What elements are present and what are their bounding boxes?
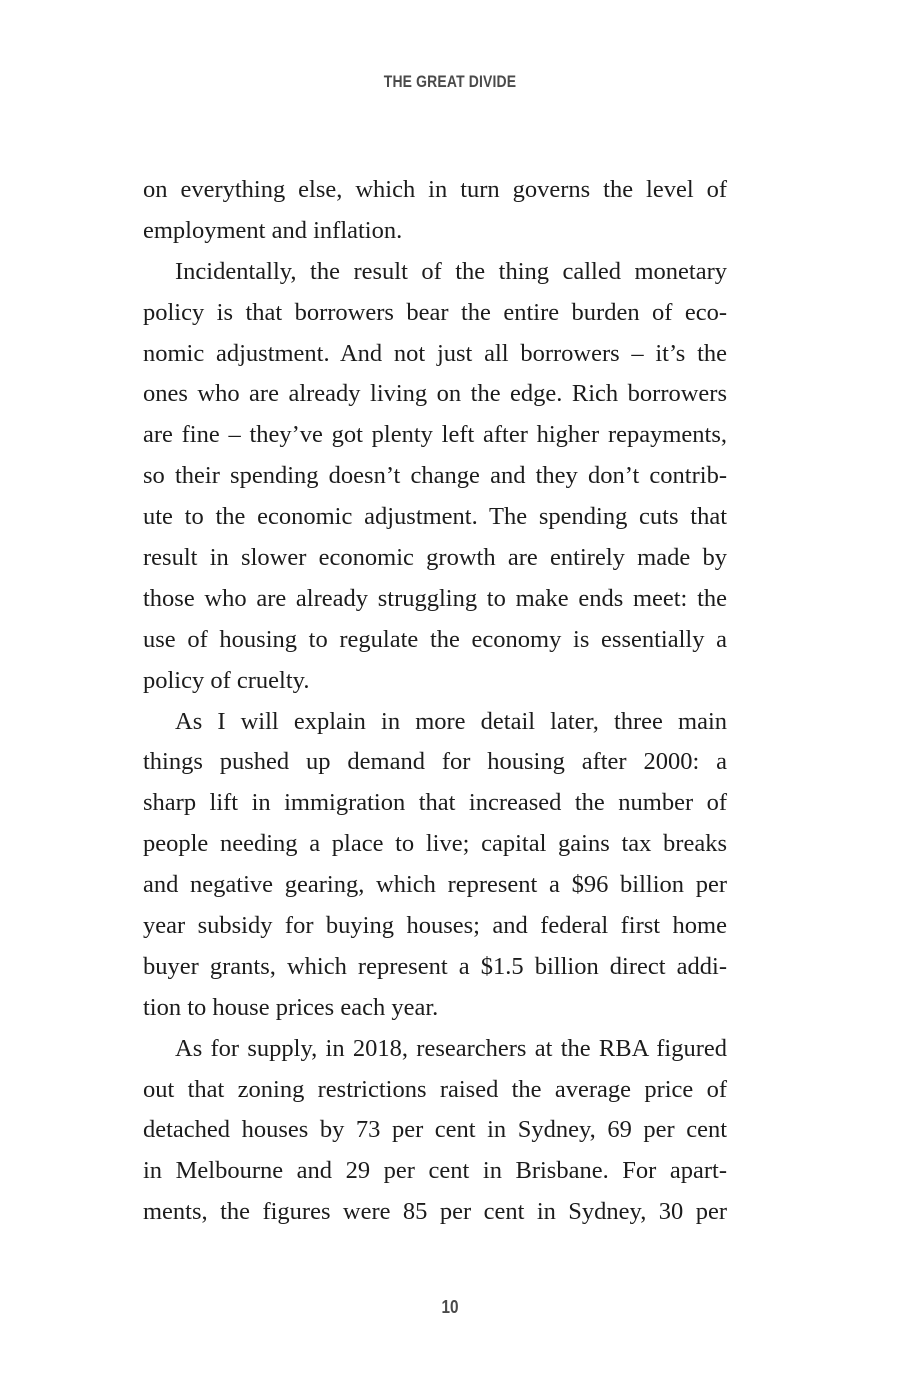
text-line: and negative gearing, which represent a $96 billion per (143, 871, 727, 899)
text-line: detached houses by 73 per cent in Sydney, 69 per cent (143, 1116, 727, 1144)
text-line: on everything else, which in turn governs the level of (143, 176, 727, 203)
text-line: Incidentally, the result of the thing called monetary (175, 257, 727, 285)
text-line: so their spending doesn’t change and they don’t contrib- (143, 462, 727, 490)
paragraph (143, 252, 727, 702)
text-line: use of housing to regulate the economy is essentially a (143, 625, 727, 653)
text-line: out that zoning restrictions raised the average price of (143, 1075, 727, 1103)
text-line: in Melbourne and 29 per cent in Brisbane. For apart- (143, 1157, 727, 1185)
text-line: employment and inflation. (143, 216, 403, 244)
text-line: result in slower economic growth are entirely made by (143, 544, 727, 572)
text-line: tion to house prices each year. (143, 993, 439, 1021)
text-line: those who are already struggling to make ends meet: the (143, 584, 727, 612)
text-line: people needing a place to live; capital gains tax breaks (143, 830, 727, 858)
text-line: As for supply, in 2018, researchers at the RBA figured (175, 1034, 727, 1062)
text-line: ute to the economic adjustment. The spending cuts that (143, 503, 727, 531)
text-line: sharp lift in immigration that increased the number of (143, 789, 727, 817)
text-line: policy of cruelty. (143, 666, 310, 694)
text-line: policy is that borrowers bear the entire burden of eco- (143, 298, 727, 326)
text-line: nomic adjustment. And not just all borrowers – it’s the (143, 339, 727, 367)
text-line: As I will explain in more detail later, three main (175, 707, 727, 735)
paragraph (143, 170, 727, 252)
running-head: THE GREAT DIVIDE (383, 72, 517, 91)
text-line: year subsidy for buying houses; and federal first home (143, 912, 727, 940)
text-line: things pushed up demand for housing after 2000: a (143, 748, 727, 776)
text-line: are fine – they’ve got plenty left after higher repayments, (143, 421, 727, 449)
paragraph (143, 1029, 727, 1233)
text-line: ments, the figures were 85 per cent in Sydney, 30 per (143, 1198, 727, 1226)
text-line: buyer grants, which represent a $1.5 billion direct addi- (143, 952, 727, 980)
body-text (143, 170, 727, 1233)
paragraph (143, 702, 727, 1029)
page-number: 10 (441, 1297, 459, 1317)
text-line: ones who are already living on the edge. Rich borrowers (143, 380, 727, 408)
